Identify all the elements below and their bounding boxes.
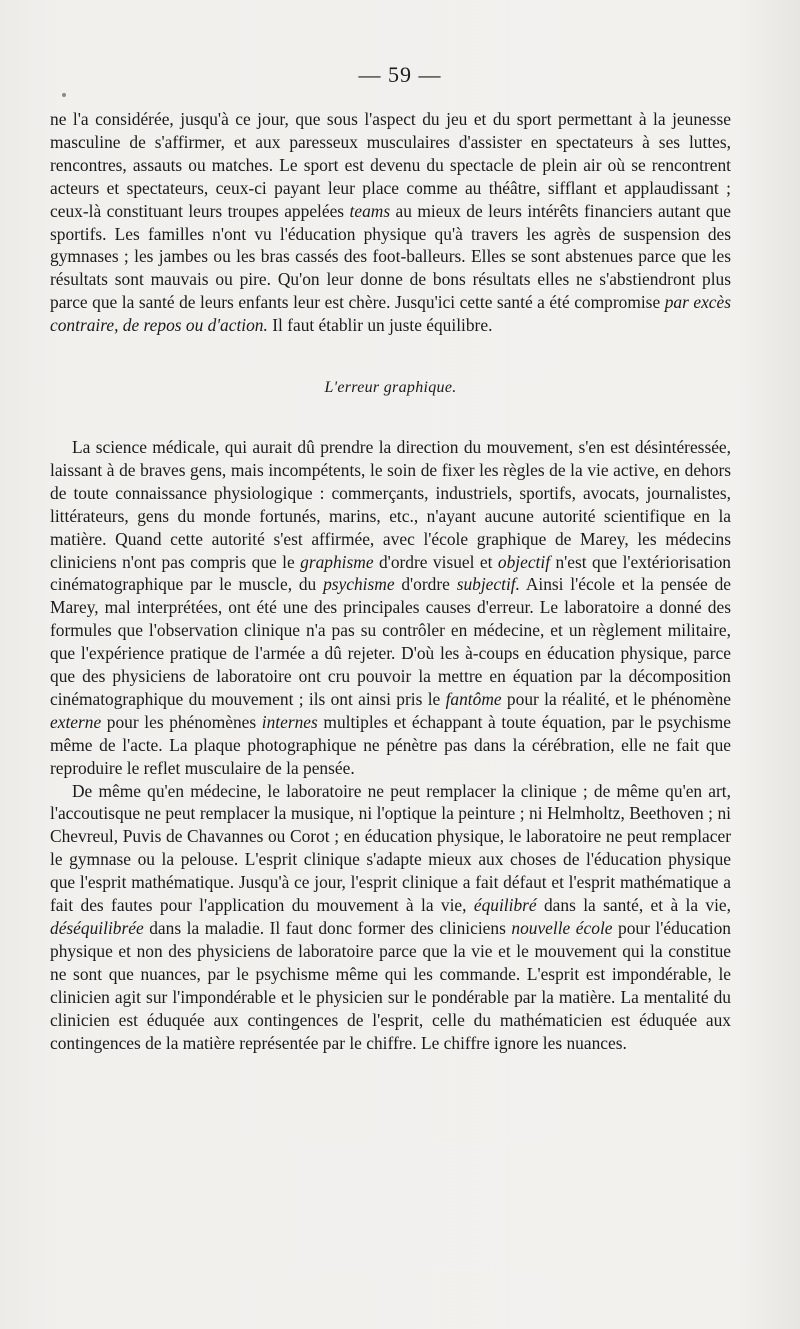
- body-text: [50, 108, 731, 1054]
- ink-speck: [62, 93, 66, 97]
- section-heading: L'erreur graphique.: [324, 379, 457, 397]
- paragraph-1: ne l'a considérée, jusqu'à ce jour, que sous l'aspect du jeu et du sport permettant à la jeunesse masculine de s'affirmer, et aux paresseux musculaires d'assister en spectateurs à ses luttes, rencontres, assauts ou matches. Le sport est devenu du spectacle de plein air où se rencontrent acteurs et spectateurs, ceux-ci payant leur place comme au théâtre, sifflant et applaudissant ; ceux-là constituant leurs troupes appelées teams au mieux de leurs intérêts financiers autant que sportifs. Les familles n'ont vu l'éducation physique qu'à travers les agrès de suspension des gymnases ; les jambes ou les bras cassés des foot-balleurs. Elles se sont abstenues parce que les résultats sont mauvais ou pire. Qu'on leur donne de bons résultats elles ne s'abstiendront plus parce que la santé de leurs enfants leur est chère. Jusqu'ici cette santé a été compromise par excès contraire, de repos ou d'action. Il faut établir un juste équilibre.: [50, 109, 732, 336]
- italic-phrase: par excès contraire, de repos ou d'action.: [50, 292, 732, 336]
- page-number: — 59 —: [358, 62, 442, 87]
- paragraph-2: La science médicale, qui aurait dû prendre la direction du mouvement, s'en est désintéressée, laissant à de braves gens, mais incompétents, le soin de fixer les règles de la vie active, en dehors de toute connaissance physiologique : commerçants, industriels, sportifs, avocats, journalistes, littérateurs, gens du monde fortunés, marins, etc., n'ayant aucune autorité scientifique en la matière. Quand cette autorité s'est affirmée, avec l'école graphique de Marey, les médecins cliniciens n'ont pas compris que le graphisme d'ordre visuel et objectif n'est que l'extériorisation cinématographique par le muscle, du psychisme d'ordre subjectif. Ainsi l'école et la pensée de Marey, mal interprétées, ont été une des principales causes d'erreur. Le laboratoire a donné des formules que l'observation clinique n'a pas su contrôler en médecine, et un règlement militaire, que l'expérience pratique de l'armée a dû rejeter. D'où les à-coups en éducation physique, parce que des physiciens de laboratoire ont cru pouvoir la mettre en équation par la décomposition cinématographique du mouvement ; ils ont ainsi pris le fantôme pour la réalité, et le phénomène externe pour les phénomènes internes multiples et échappant à toute équation, par le psychisme même de l'acte. La plaque photographique ne pénètre pas dans la cérébration, elle ne fait que reproduire le reflet musculaire de la pensée.: [50, 436, 732, 778]
- italic-teams: teams: [349, 200, 391, 221]
- paragraph-3: De même qu'en médecine, le laboratoire ne peut remplacer la clinique ; de même qu'en art, l'accoutisque ne peut remplacer la musique, ni l'optique la peinture ; ni Helmholtz, Beethoven ; ni Chevreul, Puvis de Chavannes ou Corot ; en éducation physique, le laboratoire ne peut remplacer le gymnase ou la pelouse. L'esprit clinique s'adapte mieux aux choses de l'éducation physique que l'esprit mathématique. Jusqu'à ce jour, l'esprit clinique a fait défaut et l'esprit mathématique a fait des fautes pour l'application du mouvement à la vie, équilibré dans la santé, et à la vie, déséquilibrée dans la maladie. Il faut donc former des cliniciens nouvelle école pour l'éducation physique et non des physiciens de laboratoire parce que la vie et le mouvement qui la constitue ne sont que nuances, par le psychisme même qui les commande. L'esprit est impondérable, le clinicien agit sur l'impondérable et le physicien sur le pondérable par la matière. La mentalité du clinicien est éduquée aux contingences de l'esprit, celle du mathématicien est éduquée aux contingences de la matière représentée par le chiffre. Le chiffre ignore les nuances.: [50, 780, 732, 1053]
